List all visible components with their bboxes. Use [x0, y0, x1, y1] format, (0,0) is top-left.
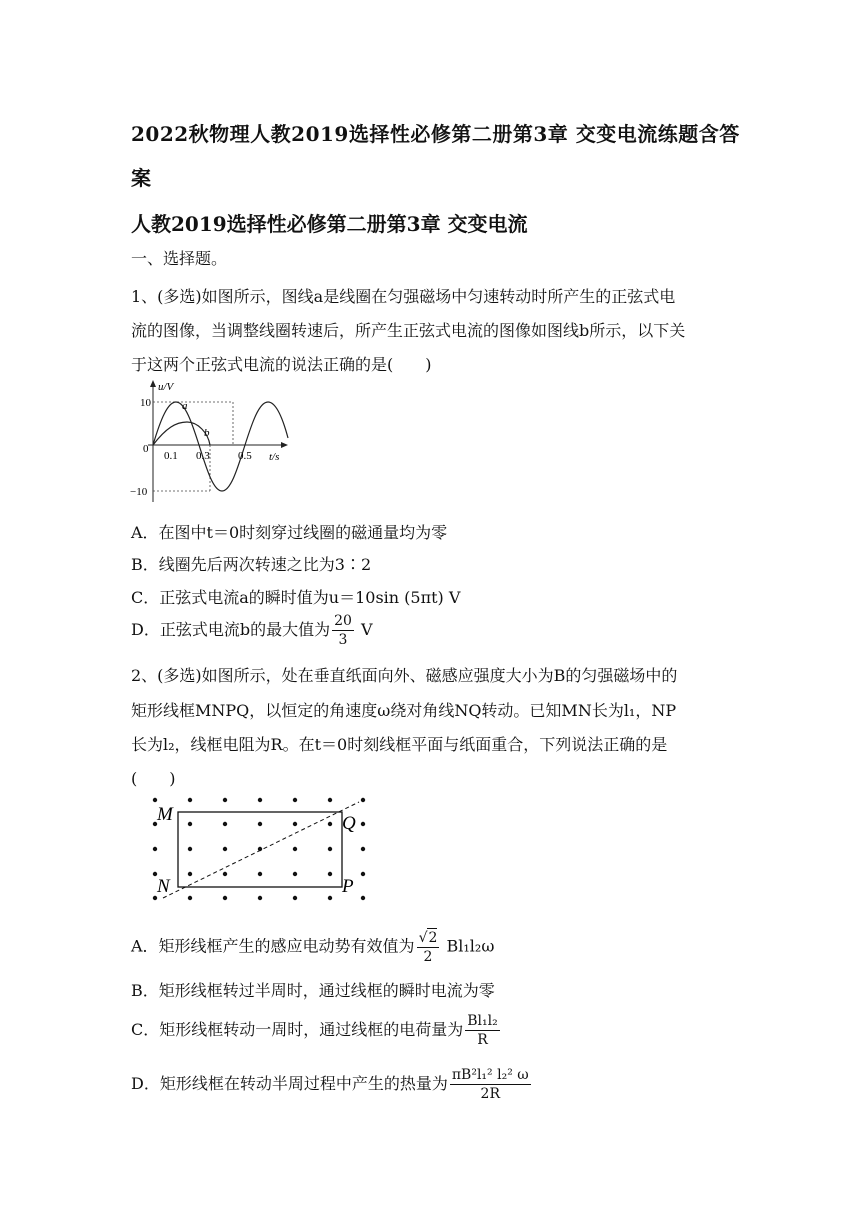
q2-option-c-den: R [477, 1032, 488, 1048]
q1-line-2: 流的图像，当调整线圈转速后，所产生正弦式电流的图像如图线b所示，以下关 [131, 321, 686, 340]
q2-option-a-den: 2 [423, 949, 433, 965]
q2-option-a-num: 2 [428, 930, 438, 946]
q1-option-d-den: 3 [338, 632, 348, 648]
q1-option-d [131, 612, 373, 649]
q1-option-d-num: 20 [334, 613, 352, 629]
q2-option-a-fraction [417, 928, 440, 966]
section-heading: 一、选择题。 [131, 249, 228, 268]
q2-option-d-fraction [450, 1066, 531, 1103]
q1-option-a: A．在图中t＝0时刻穿过线圈的磁通量均为零 [131, 523, 448, 542]
q2-option-a-num-wrap: √2 [418, 930, 438, 946]
q2-line-2: 矩形线框MNPQ，以恒定的角速度ω绕对角线NQ转动。已知MN长为l₁，NP [131, 701, 677, 720]
doc-title-line2: 案 [131, 166, 152, 190]
q2-option-a-text: A．矩形线框产生的感应电动势有效值为 [131, 936, 415, 956]
q1-option-d-text: D．正弦式电流b的最大值为 [131, 620, 331, 639]
q1-graph-label-a: a [182, 400, 188, 412]
q2-option-c-fraction [465, 1012, 499, 1049]
q2-option-d [131, 1066, 533, 1103]
q2-line-4: ( ) [131, 769, 176, 788]
q1-option-c: C．正弦式电流a的瞬时值为u＝10sin (5πt) V [131, 588, 461, 607]
q1-option-d-unit: V [355, 620, 373, 639]
doc-title-line1: 2022秋物理人教2019选择性必修第二册第3章 交变电流练题含答 [131, 122, 740, 146]
q2-option-c-text: C．矩形线框转动一周时，通过线框的电荷量为 [131, 1020, 464, 1039]
q2-option-d-den: 2R [480, 1086, 500, 1102]
q2-option-a [131, 928, 494, 966]
q2-figure [145, 792, 375, 904]
q1-graph-ylabel: u/V [158, 381, 174, 393]
q2-label-q: Q [342, 813, 356, 834]
q1-option-b: B．线圈先后两次转速之比为3∶2 [131, 555, 372, 574]
doc-subtitle: 人教2019选择性必修第二册第3章 交变电流 [131, 212, 528, 236]
q1-graph-xlabel: t/s [269, 451, 280, 463]
q1-graph-y10: 10 [140, 397, 151, 409]
q2-option-c [131, 1012, 502, 1049]
q2-option-c-num: Bl₁l₂ [467, 1013, 498, 1029]
q1-line-3: 于这两个正弦式电流的说法正确的是( ) [131, 355, 432, 374]
q1-line-1: 1、(多选)如图所示，图线a是线圈在匀强磁场中匀速转动时所产生的正弦式电 [131, 287, 676, 306]
q2-option-a-tail: Bl₁l₂ω [441, 936, 495, 956]
q1-graph-yneg10: −10 [130, 486, 148, 498]
q2-option-b: B．矩形线框转过半周时，通过线框的瞬时电流为零 [131, 981, 495, 1000]
q2-label-n: N [157, 876, 170, 897]
q2-line-3: 长为l₂，线框电阻为R。在t＝0时刻线框平面与纸面重合，下列说法正确的是 [131, 735, 668, 754]
q1-graph-x03: 0.3 [196, 450, 210, 462]
q2-label-m: M [157, 804, 173, 825]
q1-graph-label-b: b [204, 427, 210, 439]
q1-graph-x01: 0.1 [164, 450, 178, 462]
q1-graph-x05: 0.5 [238, 450, 252, 462]
q1-graph [128, 378, 298, 508]
q2-label-p: P [342, 876, 354, 897]
q1-graph-origin: 0 [143, 443, 149, 455]
q2-option-d-num: πB²l₁² l₂² ω [451, 1067, 529, 1083]
q1-option-d-fraction [332, 612, 354, 649]
q2-option-d-text: D．矩形线框在转动半周过程中产生的热量为 [131, 1074, 448, 1093]
q2-line-1: 2、(多选)如图所示，处在垂直纸面向外、磁感应强度大小为B的匀强磁场中的 [131, 666, 678, 685]
